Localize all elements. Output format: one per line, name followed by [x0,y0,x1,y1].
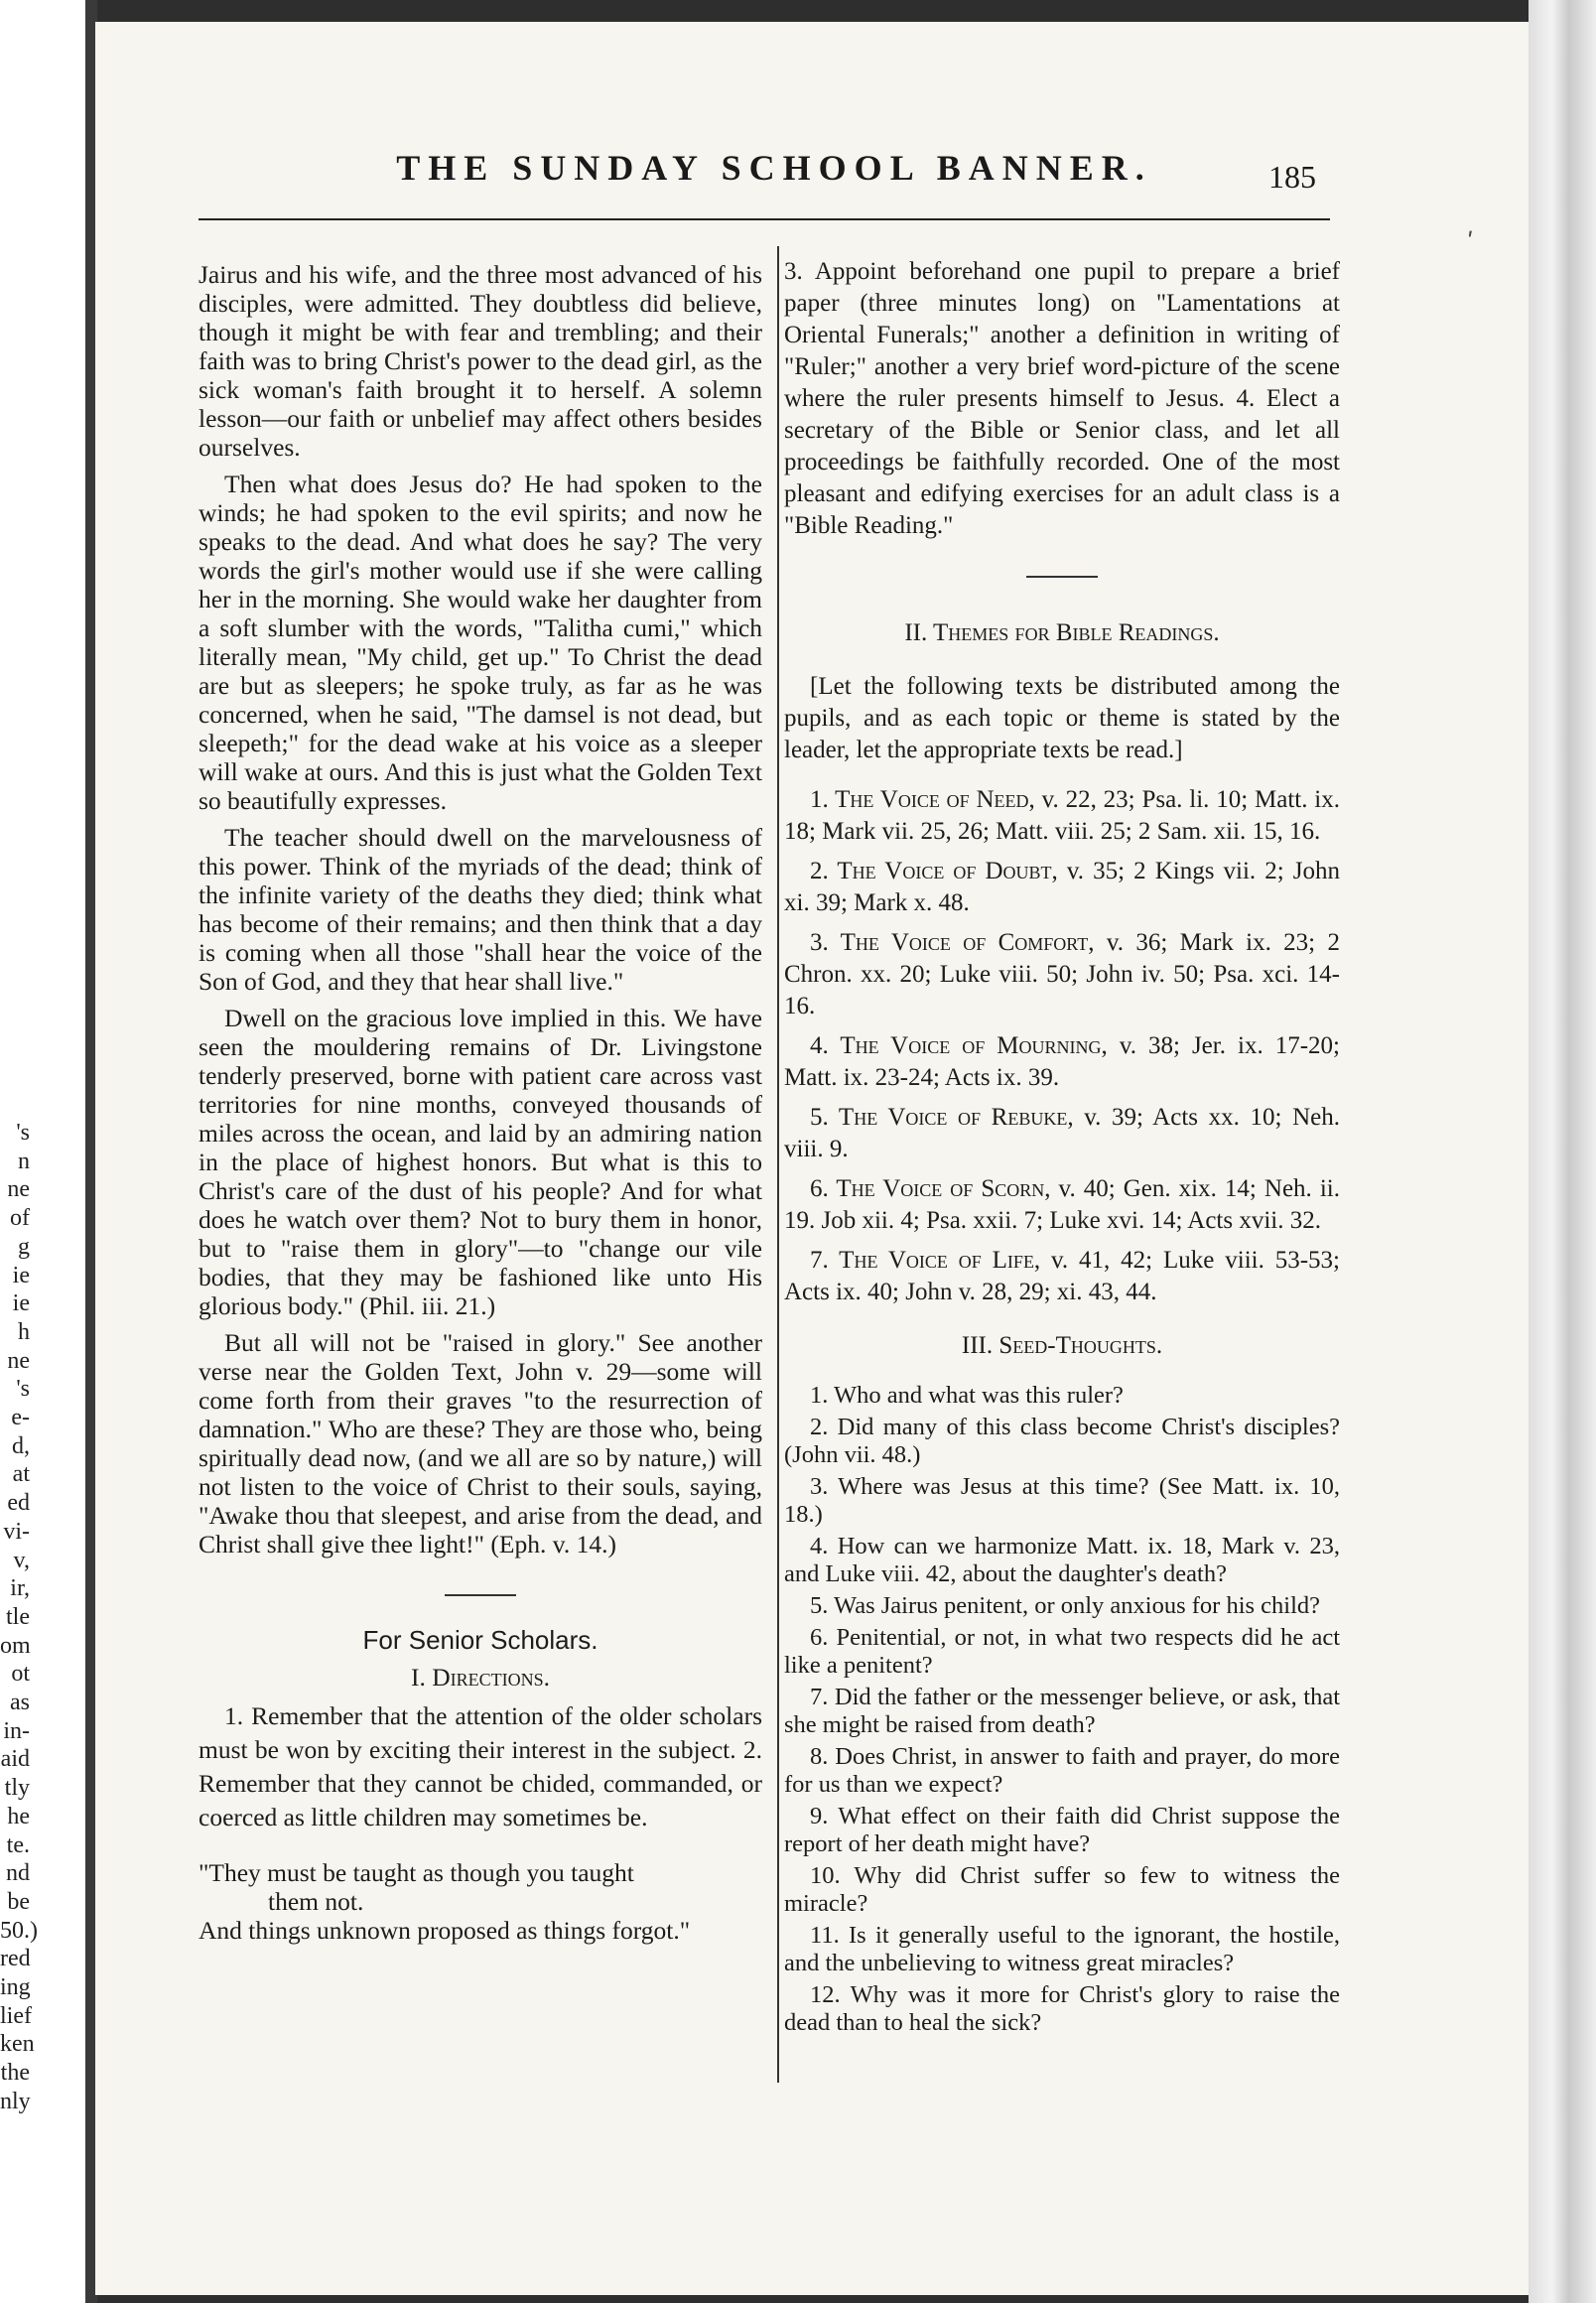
paragraph: But all will not be "raised in glory." See another verse near the Golden Text, John v. 29—some will come forth from their graves "to the resurrection of damnation." Who are these? They are those who, being spiritually dead now, (and we all are so by nature,) will not listen to the voice of Christ to their souls, saying, "Awake thou that sleepest, and arise from the dead, and Christ shall give thee light!" (Eph. v. 14.) [199,1328,762,1558]
seed-question: 11. Is it generally useful to the ignorant, the hostile, and the unbelieving to witness great miracles? [784,1922,1340,1976]
running-header: THE SUNDAY SCHOOL BANNER. [396,148,1152,188]
margin-fragment: aid [0,1746,30,1773]
seed-question: 3. Where was Jesus at this time? (See Matt. ix. 10, 18.) [784,1473,1340,1528]
seed-question: 6. Penitential, or not, in what two respects did he act like a penitent? [784,1624,1340,1679]
subsection-heading: I. Directions. [410,1663,551,1692]
margin-fragment: ken [0,2031,35,2058]
theme-item [784,1102,1340,1165]
margin-fragment: ie [12,1290,30,1317]
verse-quote [199,1858,762,1945]
theme-label: 2. The Voice of Doubt, [810,858,1058,884]
verse-line: And things unknown proposed as things forgot." [199,1916,691,1945]
seed-question: 12. Why was it more for Christ's glory to raise the dead than to heal the sick? [784,1981,1340,2036]
margin-fragment: e- [11,1405,30,1430]
theme-label: 7. The Voice of Life, [810,1247,1041,1274]
theme-item [784,856,1340,919]
margin-fragment: d, [12,1432,30,1459]
theme-item [784,1030,1340,1094]
paragraph: Jairus and his wife, and the three most advanced of his disciples, were admitted. They doubtless did believe, though it might be with fear and trembling; and their faith was to bring Christ's power to the dead girl, as the sick woman's faith brought it to herself. A solemn lesson—our faith or unbelief may affect others besides ourselves. [199,260,762,462]
column-divider [777,246,779,2083]
margin-fragment: tly [4,1775,30,1802]
section-separator [445,1594,516,1596]
margin-fragment: at [12,1461,30,1488]
theme-item [784,927,1340,1022]
margin-fragment: 's [16,1120,30,1146]
margin-fragment: om [0,1632,31,1659]
margin-fragment: in- [3,1717,30,1744]
section-separator [1026,576,1098,578]
theme-label: 1. The Voice of Need, [810,786,1035,813]
theme-item [784,1245,1340,1308]
theme-label: 3. The Voice of Comfort, [810,929,1095,956]
margin-fragment: ed [7,1490,30,1517]
ink-mark: ʹ [1467,228,1474,256]
header-rule [199,218,1330,220]
left-column [199,260,762,1945]
book-edge [1529,0,1596,2303]
margin-fragment: tle [6,1603,30,1630]
themes-list [784,784,1340,1308]
margin-fragment: the [0,2060,30,2087]
margin-fragment: ie [12,1262,30,1288]
adjacent-page-strip [0,0,95,2303]
margin-fragment: g [18,1233,30,1260]
theme-item [784,1173,1340,1237]
seed-question: 9. What effect on their faith did Christ suppose the report of her death might have? [784,1803,1340,1857]
theme-references: v. 38; Jer. ix. 17-20; Matt. ix. 23-24; Acts ix. 39. [784,1032,1340,1091]
margin-fragment: of [10,1205,30,1232]
margin-fragment: red [0,1946,31,1972]
page-number: 185 [1268,159,1316,195]
margin-fragment: 's [16,1376,30,1403]
theme-item [784,784,1340,848]
theme-label: 6. The Voice of Scorn, [810,1175,1051,1202]
margin-fragment: as [10,1690,30,1715]
margin-fragment: nly [0,2088,31,2114]
theme-label: 4. The Voice of Mourning, [810,1032,1108,1059]
margin-fragment: h [18,1318,30,1345]
paragraph: Then what does Jesus do? He had spoken to the winds; he had spoken to the evil spirits; and now he speaks to the dead. And what does he say? The very words the girl's mother would use if she were calling her in the morning. She would wake her daughter from a soft slumber with the words, "Talitha cumi," which literally mean, "My child, get up." To Christ the dead are but as sleepers; he spoke truly, as far as he was concerned, when he said, "The damsel is not dead, but sleepeth;" for the dead wake at his voice as a sleeper will wake at ours. And this is just what the Golden Text so beautifully expresses. [199,470,762,815]
margin-fragment: v, [13,1547,30,1573]
margin-fragment: 50.) [0,1917,38,1944]
margin-fragment: ir, [10,1575,30,1602]
section-heading: III. Seed-Thoughts. [961,1332,1163,1359]
seed-question: 8. Does Christ, in answer to faith and prayer, do more for us than we expect? [784,1743,1340,1798]
margin-fragment: n [18,1148,30,1174]
seed-question: 2. Did many of this class become Christ's disciples? (John vii. 48.) [784,1414,1340,1468]
paragraph: [Let the following texts be distributed among the pupils, and as each topic or theme is stated by the leader, let the appropriate texts be read.] [784,673,1340,763]
right-column [784,256,1340,2041]
theme-references: v. 39; Acts xx. 10; Neh. viii. 9. [784,1104,1340,1162]
paragraph: The teacher should dwell on the marvelousness of this power. Think of the myriads of the dead; think of the infinite variety of the deaths they died; think what has become of their remains; and then think that a day is coming when all those "shall hear the voice of the Son of God, and they that hear shall live." [199,823,762,996]
paragraph: 3. Appoint beforehand one pupil to prepare a brief paper (three minutes long) on "Lamentations at Oriental Funerals;" another a definition in writing of "Ruler;" another a very brief word-picture of the scene where the ruler presents himself to Jesus. 4. Elect a secretary of the Bible or Senior class, and let all proceedings be faithfully recorded. One of the most pleasant and edifying exercises for an adult class is a "Bible Reading." [784,258,1340,539]
questions-list [784,1382,1340,2037]
seed-question: 5. Was Jairus penitent, or only anxious for his child? [810,1592,1321,1619]
margin-fragment: lief [0,2002,32,2029]
margin-fragment: he [7,1803,30,1829]
margin-fragment: ne [7,1347,30,1374]
theme-references: v. 40; Gen. xix. 14; Neh. ii. 19. Job xii. 4; Psa. xxii. 7; Luke xvi. 14; Acts xvii. 32. [784,1175,1340,1234]
theme-references: v. 41, 42; Luke viii. 53-53; Acts ix. 40; John v. 28, 29; xi. 43, 44. [784,1247,1340,1305]
theme-references: v. 35; 2 Kings vii. 2; John xi. 39; Mark x. 48. [784,858,1340,916]
margin-fragment: ot [11,1661,30,1688]
verse-line: "They must be taught as though you taught [199,1858,634,1887]
seed-question: 1. Who and what was this ruler? [810,1382,1124,1409]
margin-fragment: ne [7,1176,30,1203]
margin-fragment: te. [6,1831,30,1858]
seed-question: 10. Why did Christ suffer so few to witness the miracle? [784,1862,1340,1917]
margin-fragment: vi- [3,1518,30,1545]
margin-fragment: be [7,1888,30,1915]
verse-line: them not. [268,1887,364,1916]
seed-question: 4. How can we harmonize Matt. ix. 18, Mark v. 23, and Luke viii. 42, about the daughter's death? [784,1533,1340,1587]
margin-fragment: nd [6,1860,30,1887]
section-heading: II. Themes for Bible Readings. [904,619,1220,646]
paragraph: Dwell on the gracious love implied in this. We have seen the mouldering remains of Dr. Livingstone tenderly preserved, borne with patient care across vast territories for nine months, conveyed thousands of miles across the ocean, and laid by an admiring nation in the place of highest honors. But what is this to Christ's care of the dust of his people? And for what does he watch over them? Not to bury them in honor, but to "raise them in glory"—to "change our vile bodies, that they may be fashioned like unto His glorious body." (Phil. iii. 21.) [199,1004,762,1320]
margin-fragment: ing [0,1974,31,2000]
theme-references: v. 36; Mark ix. 23; 2 Chron. xx. 20; Luke viii. 50; John iv. 50; Psa. xci. 14-16. [784,929,1340,1019]
theme-references: v. 22, 23; Psa. li. 10; Matt. ix. 18; Mark vii. 25, 26; Matt. viii. 25; 2 Sam. xii. 15, 16. [784,786,1340,845]
theme-label: 5. The Voice of Rebuke, [810,1104,1074,1131]
section-heading: For Senior Scholars. [362,1625,598,1655]
seed-question: 7. Did the father or the messenger believe, or ask, that she might be raised from death? [784,1684,1340,1738]
paragraph: 1. Remember that the attention of the older scholars must be won by exciting their interest in the subject. 2. Remember that they cannot be chided, commanded, or coerced as little children may sometimes be. [199,1701,762,1831]
